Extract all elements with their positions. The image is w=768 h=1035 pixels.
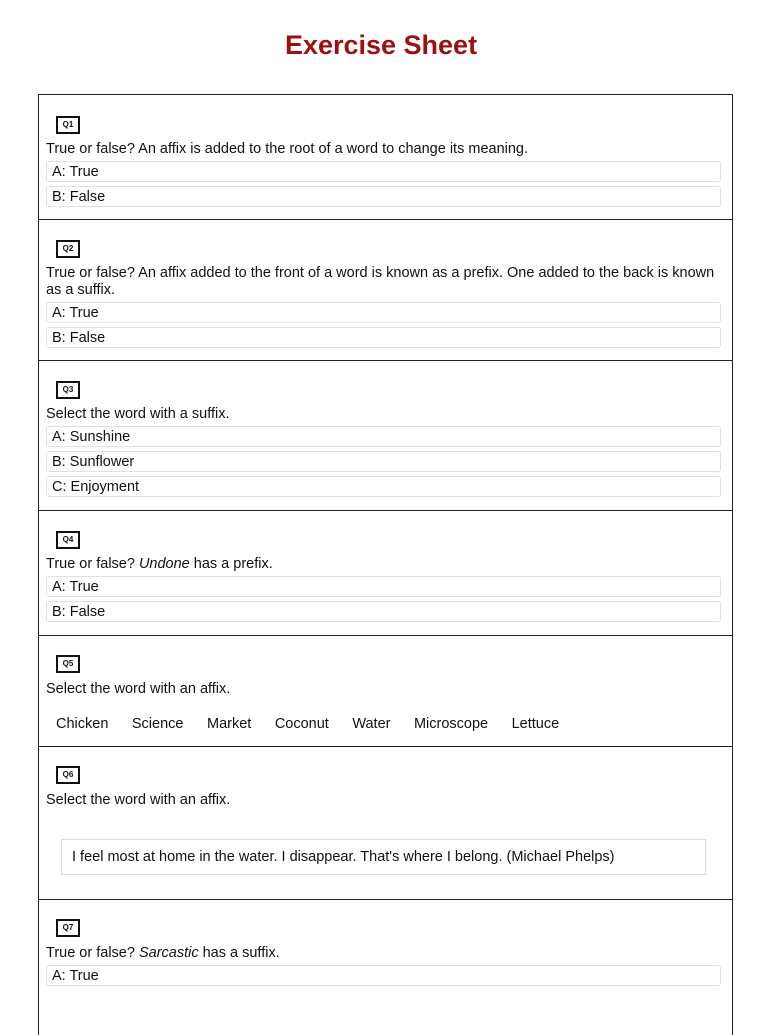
answer-option[interactable]: B: False — [46, 601, 721, 622]
question-text: Select the word with an affix. — [46, 681, 231, 697]
answer-option[interactable]: A: True — [46, 302, 721, 323]
question-6 — [39, 747, 732, 900]
word-choice[interactable]: Water — [352, 716, 391, 732]
question-key-word: Undone — [138, 556, 190, 572]
answer-option[interactable]: A: Sunshine — [46, 426, 721, 447]
answer-option[interactable]: C: Enjoyment — [46, 476, 721, 497]
word-choice[interactable]: Chicken — [56, 716, 109, 732]
question-3 — [39, 361, 732, 511]
word-choice[interactable]: Coconut — [274, 716, 329, 732]
question-number-badge: Q4 — [56, 531, 80, 549]
question-text: True or false? An affix added to the front of a word is known as a prefix. One added to the back is known as a suffix. — [46, 265, 715, 298]
question-2 — [39, 220, 732, 361]
question-number-badge: Q3 — [56, 381, 80, 399]
answer-option[interactable]: B: False — [46, 186, 721, 207]
question-text-start: True or false? — [46, 945, 139, 961]
question-text — [46, 556, 721, 573]
question-5 — [39, 636, 732, 747]
question-text-end: has a suffix. — [198, 945, 280, 961]
answer-option[interactable]: A: True — [46, 161, 721, 182]
question-key-word: Sarcastic — [138, 945, 199, 961]
question-text-start: True or false? — [46, 556, 139, 572]
answer-option[interactable]: A: True — [46, 576, 721, 597]
question-4 — [39, 511, 732, 636]
answer-option[interactable]: B: Sunflower — [46, 451, 721, 472]
question-number-badge: Q1 — [56, 116, 80, 134]
quote-box[interactable]: I feel most at home in the water. I disappear. That's where I belong. (Michael Phelps) — [61, 839, 706, 875]
question-text-end: has a prefix. — [189, 556, 273, 572]
answer-option[interactable]: B: False — [46, 327, 721, 348]
question-text — [46, 945, 721, 962]
question-number-badge: Q7 — [56, 919, 80, 937]
question-text: Select the word with an affix. — [46, 792, 231, 808]
question-1 — [39, 95, 732, 220]
exercise-sheet — [38, 94, 733, 1035]
page-title: Exercise Sheet — [284, 30, 478, 60]
question-number-badge: Q6 — [56, 766, 80, 784]
question-text: True or false? An affix is added to the root of a word to change its meaning. — [46, 141, 529, 157]
question-text: Select the word with a suffix. — [46, 406, 230, 422]
word-choice[interactable]: Market — [206, 716, 252, 732]
word-choice[interactable]: Lettuce — [511, 716, 560, 732]
word-choice[interactable]: Science — [131, 716, 184, 732]
word-choice[interactable]: Microscope — [413, 716, 489, 732]
question-7 — [39, 900, 732, 1020]
question-number-badge: Q5 — [56, 655, 80, 673]
answer-option[interactable]: A: True — [46, 965, 721, 986]
question-number-badge: Q2 — [56, 240, 80, 258]
word-choices — [46, 716, 721, 732]
